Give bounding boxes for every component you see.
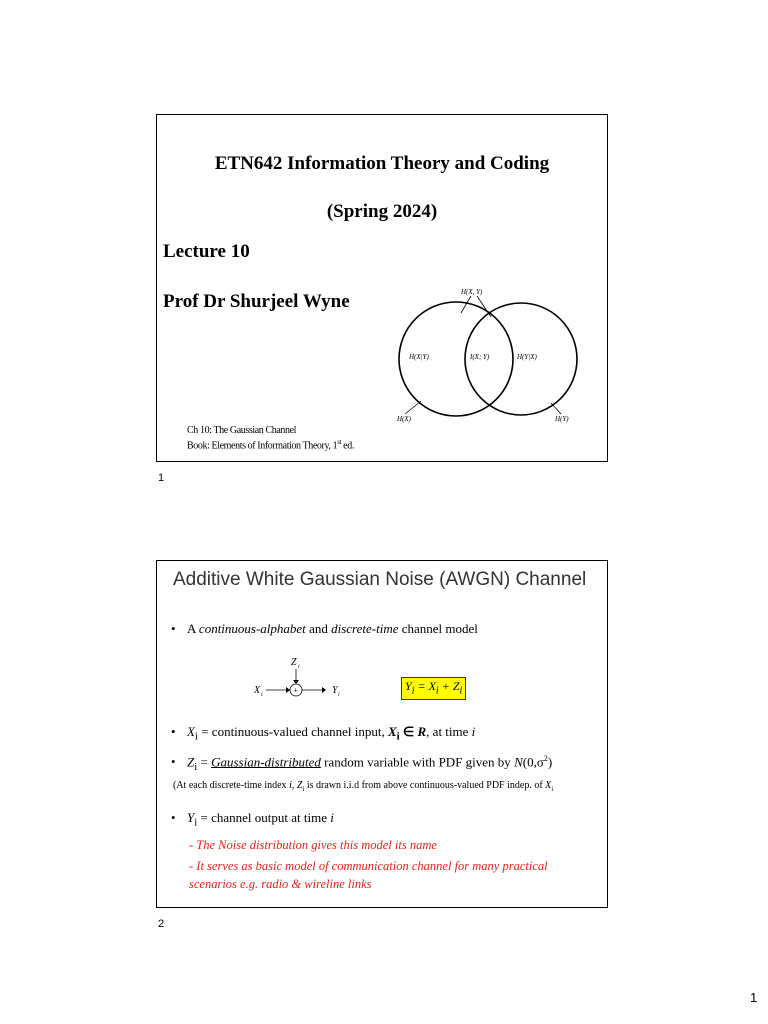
venn-label-hy: H(Y) bbox=[555, 415, 569, 423]
note-noise-name: - The Noise distribution gives this model its name bbox=[189, 838, 437, 852]
page-number: 1 bbox=[750, 990, 758, 1005]
bullet-channel-input: • $X_i$ = continuous-valued channel input, $X_i$ ∈ R, at time i bbox=[171, 724, 476, 743]
slide-number-1: 1 bbox=[158, 472, 165, 484]
lecture-number: Lecture 10 bbox=[163, 241, 250, 262]
venn-diagram bbox=[393, 283, 583, 428]
awgn-block-diagram bbox=[249, 653, 369, 703]
svg-text:i: i bbox=[298, 664, 300, 670]
slide-1 bbox=[156, 114, 608, 462]
course-term: (Spring 2024) bbox=[326, 201, 438, 222]
instructor-name: Prof Dr Shurjeel Wyne bbox=[163, 291, 350, 312]
venn-label-joint: H(X, Y) bbox=[461, 288, 483, 296]
svg-text:i: i bbox=[338, 692, 340, 698]
venn-label-right: H(Y|X) bbox=[517, 353, 537, 361]
svg-text:i: i bbox=[261, 692, 263, 698]
svg-text:Z: Z bbox=[291, 657, 297, 668]
chapter-reference: Ch 10: The Gaussian Channel bbox=[187, 425, 296, 436]
note-basic-model: - It serves as basic model of communication channel for many practical bbox=[189, 859, 548, 873]
venn-label-hx: H(X) bbox=[397, 415, 411, 423]
svg-text:Y: Y bbox=[332, 685, 338, 696]
course-title: ETN642 Information Theory and Coding bbox=[214, 153, 550, 174]
note-basic-model-cont: scenarios e.g. radio & wireline links bbox=[189, 877, 372, 891]
slide-title: Additive White Gaussian Noise (AWGN) Channel bbox=[173, 569, 587, 590]
channel-equation: $Y_i = X_i + Z_i$ bbox=[401, 677, 466, 700]
venn-label-middle: I(X; Y) bbox=[470, 353, 490, 361]
svg-text:+: + bbox=[293, 686, 299, 695]
slide-number-2: 2 bbox=[158, 918, 165, 930]
venn-label-left: H(X|Y) bbox=[409, 353, 429, 361]
svg-text:X: X bbox=[254, 685, 261, 696]
bullet-channel-output: • $Y_i$ = channel output at time i bbox=[171, 810, 334, 829]
book-reference: Book: Elements of Information Theory, 1st ed. bbox=[187, 438, 354, 452]
bullet-channel-model: • A continuous-alphabet and discrete-time channel model bbox=[171, 621, 478, 636]
slide-2 bbox=[156, 560, 608, 908]
iid-note: (At each discrete-time index i, $Z_i$ is drawn i.i.d from above continuous-valued PDF indep. of $X_i$ bbox=[173, 780, 554, 793]
bullet-noise: • $Z_i$ = Gaussian-distributed random variable with PDF given by $N(0,\sigma^2)$ bbox=[171, 754, 553, 773]
